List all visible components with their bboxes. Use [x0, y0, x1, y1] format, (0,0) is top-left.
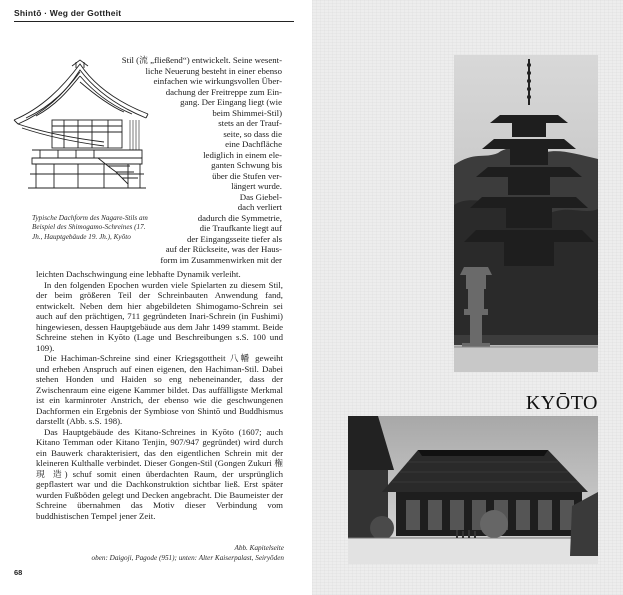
shrine-roof-illustration [12, 58, 162, 208]
wrap-line: längert wurde. [231, 181, 282, 191]
paragraph: Das Hauptgebäude des Kitano-Schreines in Kyōto (1607; auch Kitano Temman oder Kitano Tenjin, 907/947 gegründet) wird durch ein Bauwerk charakterisiert, das den eigentlichen Schrein mit der kleineren Kulthalle verbindet. Dieser Gongen-Stil (Gongen Zukuri 権現 造) schuf somit einen überdachten Raum, der ursprünglich gepflastert war und die Dachkonstruktion sichtbar ließ. Erst später wurden Fußböden gelegt und Decken angebracht. Die Baumeister der Schreine übernahmen das Motiv dieser Verbindung vom buddhistischen Tempel jener Zeit. [36, 426, 283, 521]
pagoda-photo [454, 55, 598, 372]
wrap-line: beim Shimmei-Stil) [212, 107, 282, 118]
paragraph: Die Hachiman-Schreine sind einer Kriegsgottheit 八幡 geweiht und erheben Anspruch auf einen eigenen, den Hachiman-Stil. Dabei stehen Honden und Haiden so eng nebeneinander, dass der Zwischenraum eine eigene Kammer bildet. Das auffälligste Merkmal ist ein karminroter Anstrich, der ebenso wie die geschwungenen Dachformen ein Ergebnis der Symbiose von Shintō und Buddhismus darstellt (Abb. s.S. 198). [36, 353, 283, 426]
wrap-line: Stil (流 „fließend“) entwickelt. Seine wesent- [121, 55, 282, 65]
wrap-line: dadurch die Symmetrie, [197, 212, 282, 223]
wrap-line: über die Stufen ver- [212, 170, 282, 181]
wrap-line: einfachen wie wirkungsvollen Über- [153, 76, 282, 86]
illustration-caption: Typische Dachform des Nagare-Stils am Beispiel des Shimogamo-Schreines (17. Jh., Hauptgebäude 19. Jh.), Kyōto [32, 214, 148, 241]
wrap-line: lediglich in einem ele- [203, 149, 282, 160]
photo-caption-line: oben: Daigoji, Pagode (951); unten: Alter Kaiserpalast, Seiryōden [91, 553, 284, 562]
paragraph: In den folgenden Epochen wurden viele Spielarten zu diesem Stil, der beim größeren Teil der Schreinbauten Anwendung fand, entwickelt. Neben dem hier abgebildeten Shimogamo-Schrein sei auch auf den prächtigen, 711 gegründeten Inari-Schrein (in Fushimi) hingewiesen, dessen Hauptgebäude aus dem Jahr 1499 stammt. Beide Schreine stehen in Kyōto (Lage und Beschreibungen s.S. 100 und 109). [36, 279, 283, 353]
wrap-line: gang. Der Eingang liegt (wie [180, 97, 282, 107]
right-page [312, 0, 623, 595]
header-rule [14, 21, 294, 22]
wrap-line: die Traufkante liegt auf [199, 223, 282, 233]
pagoda-image [454, 55, 598, 372]
chapter-title: KYŌTO [525, 392, 598, 414]
wrap-line: dachung der Freitreppe zum Ein- [165, 86, 282, 97]
page-number: 68 [14, 568, 23, 577]
photo-caption [36, 544, 284, 563]
wrap-line: ganten Schwung bis [211, 160, 282, 170]
wrap-line: seite, so dass die [223, 128, 282, 139]
photo-caption-line: Abb. Kapitelseite [234, 544, 284, 552]
wrap-line: der Eingangsseite tiefer als [186, 233, 282, 244]
wrap-line: Das Giebel- [239, 191, 282, 202]
wrap-line: auf der Rückseite, was der Haus- [165, 244, 282, 254]
palace-image [348, 416, 598, 564]
wrap-line: stets an der Trauf- [218, 118, 282, 128]
wrap-line: form im Zusammenwirken mit der [160, 254, 282, 265]
wrap-line: eine Dachfläche [225, 139, 282, 149]
wrap-line: liche Neuerung besteht in einer ebenso [145, 65, 282, 76]
wrap-line: dach verliert [237, 202, 282, 212]
palace-photo [348, 416, 598, 564]
running-header: Shintō · Weg der Gottheit [14, 8, 122, 18]
paragraph: leichten Dachschwingung eine lebhafte Dynamik verleiht. [36, 269, 241, 279]
body-text [36, 269, 283, 521]
